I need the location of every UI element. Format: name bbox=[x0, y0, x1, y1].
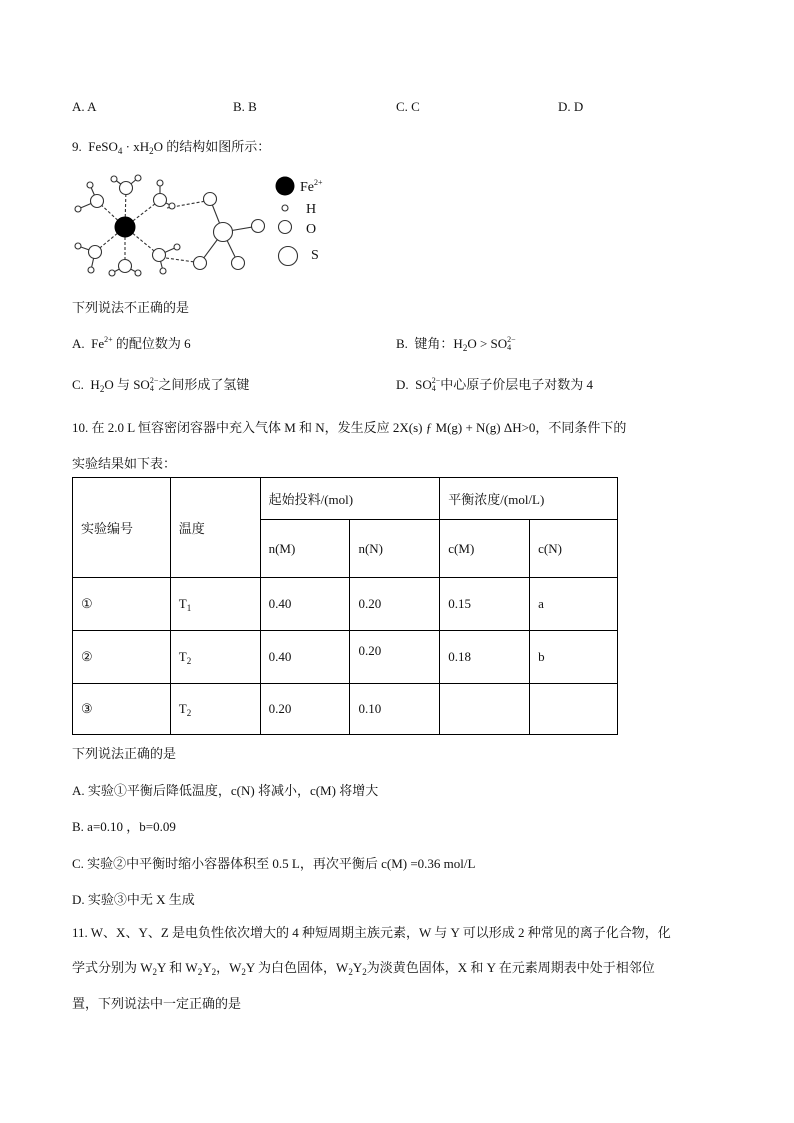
q9-option-d: D. SO 2− 4 中心原子价层电子对数为 4 bbox=[396, 376, 594, 393]
q9-option-a: A. $Fe^{2+}$ 的配位数为 6 bbox=[72, 335, 191, 351]
q9-question: 下列说法不正确的是 bbox=[72, 300, 190, 315]
header-c-m: c(M) bbox=[440, 520, 530, 578]
header-initial-feed: 起始投料/(mol) bbox=[260, 478, 440, 520]
q10-question: 下列说法正确的是 bbox=[72, 746, 177, 761]
header-n-m: n(M) bbox=[260, 520, 350, 578]
q10-option-d: D. 实验③中无 X 生成 bbox=[72, 892, 195, 907]
table-row: ② $T_2$ 0.40 0.20 0.18 b bbox=[73, 631, 618, 684]
q10-stem-line2: 实验结果如下表： bbox=[72, 456, 177, 471]
header-n-n: n(N) bbox=[350, 520, 440, 578]
legend-label-s: S bbox=[311, 248, 319, 263]
header-c-n: c(N) bbox=[530, 520, 618, 578]
q8-option-b: B. B bbox=[233, 99, 257, 114]
q10-stem-line1: 10. 在 2.0 L 恒容密闭容器中充入气体 M 和 N，发生反应 2X(s) ƒ M(g) + N(g) ΔH>0，不同条件下的 bbox=[72, 420, 627, 435]
legend-label-fe: $Fe^{2+}$ bbox=[300, 178, 323, 195]
q9-option-c: C. $H_2O$ 与 SO 2− 4 之间形成了氢键 bbox=[72, 376, 250, 394]
q8-option-d: D. D bbox=[558, 99, 584, 114]
header-exp-id: 实验编号 bbox=[73, 478, 171, 578]
q11-line2: 学式分别为 $W_2Y$ 和 $W_2Y_2$，$W_2Y$ 为白色固体，$W_2Y_2$为淡黄色固体，X 和 Y 在元素周期表中处于相邻位 bbox=[72, 960, 655, 977]
q10-option-c: C. 实验②中平衡时缩小容器体积至 0.5 L，再次平衡后 c(M) =0.36 mol/L bbox=[72, 856, 476, 871]
header-temperature: 温度 bbox=[170, 478, 260, 578]
table-row: ① $T_1$ 0.40 0.20 0.15 a bbox=[73, 578, 618, 631]
q10-results-table bbox=[72, 477, 618, 735]
q9-stem: 9. FeSO$_4$ · $xH_2O$ 的结构如图所示： bbox=[72, 139, 271, 156]
table-row: ③ $T_2$ 0.20 0.10 bbox=[73, 684, 618, 735]
legend-label-o: O bbox=[306, 222, 317, 237]
q11-line1: 11. W、X、Y、Z 是电负性依次增大的 4 种短周期主族元素，W 与 Y 可以形成 2 种常见的离子化合物，化 bbox=[72, 925, 671, 940]
legend-label-h: H bbox=[306, 202, 317, 217]
q10-option-b: B. a=0.10 ，b=0.09 bbox=[72, 819, 176, 834]
q11-line3: 置，下列说法中一定正确的是 bbox=[72, 996, 242, 1011]
q10-option-a: A. 实验①平衡后降低温度，c(N) 将减小，c(M) 将增大 bbox=[72, 783, 379, 798]
q8-option-a: A. A bbox=[72, 99, 97, 114]
header-equilibrium-conc: 平衡浓度/(mol/L) bbox=[440, 478, 618, 520]
q9-option-b: B. 键角：$H_2O$ > SO 2− 4 bbox=[396, 335, 516, 353]
q8-option-c: C. C bbox=[396, 99, 420, 114]
